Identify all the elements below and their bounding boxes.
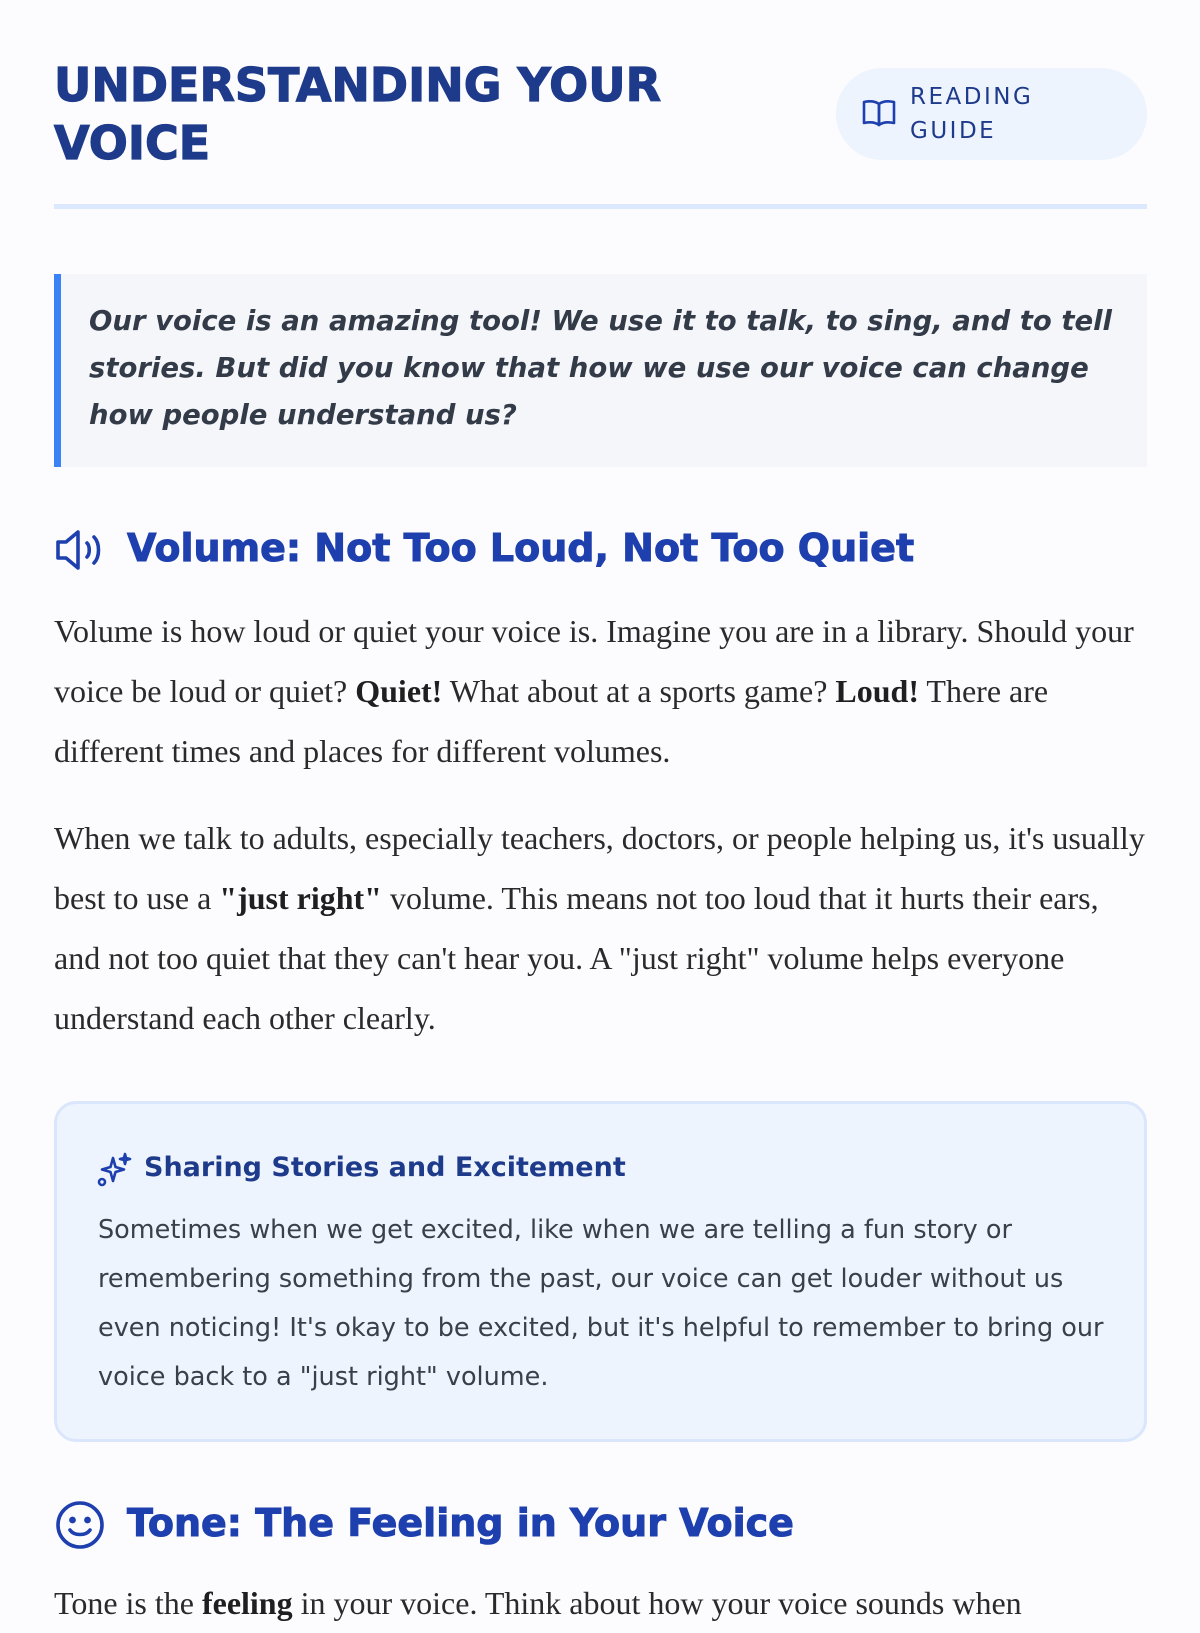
volume-paragraph-2 [54, 808, 1147, 1048]
text-run: volume. This means not too loud that it hurts their ears, and not too quiet that they can't hear you. A "just right" volume helps everyone understand each other clearly. [54, 880, 1099, 1036]
note-title: Sharing Stories and Excitement [144, 1152, 626, 1183]
open-book-icon [862, 98, 896, 128]
smiley-face-icon [54, 1499, 106, 1551]
page-header [54, 52, 1147, 209]
section-volume-heading [54, 520, 1147, 576]
intro-text: Our voice is an amazing tool! We use it to talk, to sing, and to tell stories. But did you know that how we use our voice can change how people understand us? [89, 305, 1112, 431]
text-run: in your voice. Think about how your voice sounds when [292, 1585, 1022, 1621]
note-text: Sometimes when we get excited, like when we are telling a fun story or remembering something from the past, our voice can get louder without us even noticing! It's okay to be excited, but it's helpful to remember to bring our voice back to a "just right" volume. [98, 1215, 1104, 1392]
section-tone-heading [54, 1495, 1147, 1551]
page-title: UNDERSTANDING YOUR VOICE [54, 58, 662, 170]
speaker-volume-icon [54, 524, 106, 576]
reading-guide-label: READING GUIDE [910, 84, 1034, 144]
emphasis-just-right: "just right" [219, 880, 382, 916]
text-run: There are different times and places for different volumes. [54, 673, 1049, 769]
text-run: What about at a sports game? [442, 673, 836, 709]
section-title: Tone: The Feeling in Your Voice [127, 1501, 794, 1545]
tone-paragraph-1 [54, 1573, 1147, 1633]
reading-guide-badge [836, 68, 1147, 160]
text-run: Tone is the [54, 1585, 202, 1621]
sharing-stories-note [54, 1101, 1147, 1442]
intro-callout [54, 274, 1147, 467]
text-run: Volume is how loud or quiet your voice is. Imagine you are in a library. Should your voice be loud or quiet? [54, 613, 1134, 709]
emphasis-loud: Loud! [835, 673, 919, 709]
emphasis-feeling: feeling [201, 1585, 293, 1621]
text-run: When we talk to adults, especially teachers, doctors, or people helping us, it's usually best to use a [54, 820, 1145, 916]
emphasis-quiet: Quiet! [355, 673, 443, 709]
volume-paragraph-1 [54, 601, 1147, 781]
sparkles-icon [96, 1152, 132, 1188]
section-title: Volume: Not Too Loud, Not Too Quiet [127, 526, 915, 570]
